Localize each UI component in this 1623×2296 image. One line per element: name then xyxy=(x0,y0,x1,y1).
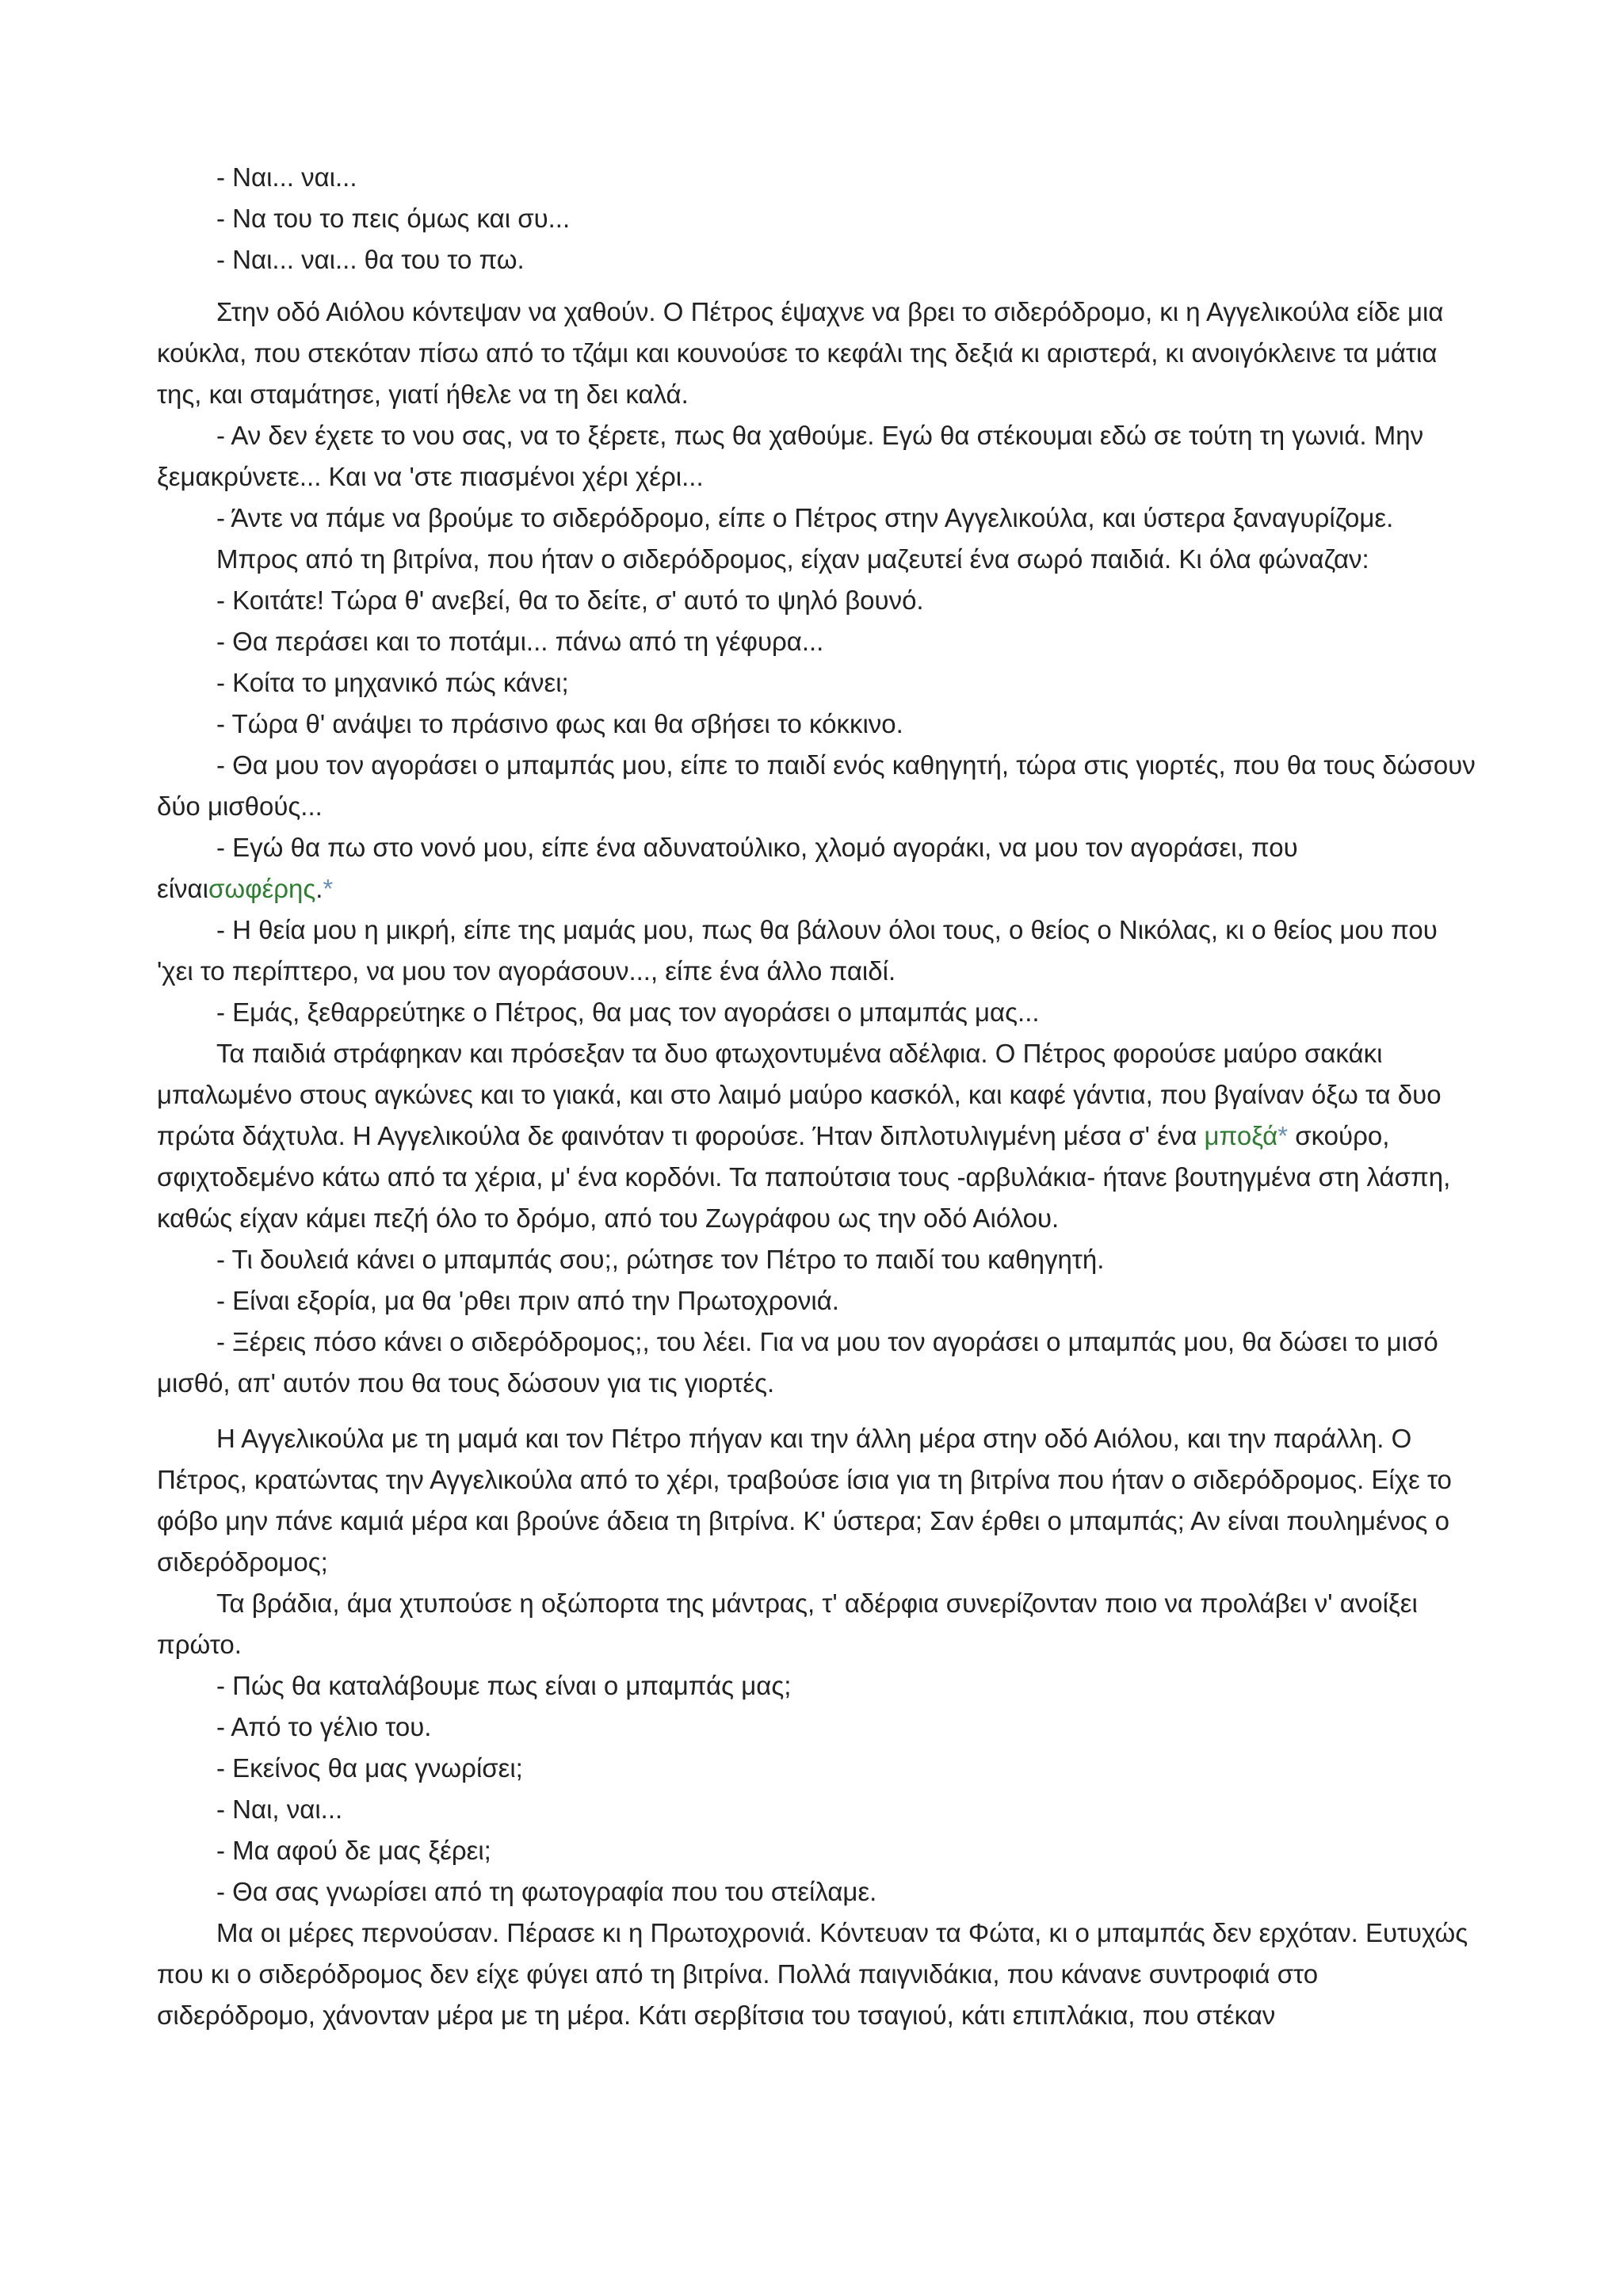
footnote-asterisk[interactable]: * xyxy=(1277,1121,1289,1150)
paragraph-gap xyxy=(157,280,1480,292)
dialogue-line: - Μα αφού δε μας ξέρει; xyxy=(216,1836,491,1865)
text-run: Τα παιδιά στράφηκαν και πρόσεξαν τα δυο φτωχοντυμένα αδέλφια. Ο Πέτρος φορούσε μαύρο σακάκι μπαλωμένο στους αγκώνες και το γιακά, και στο λαιμό μαύρο κασκόλ, και καφέ γάντια, που βγαίναν όξω τα δυο πρώτα δάχτυλα. Η Αγγελικούλα δε φαινόταν τι φορούσε. Ήταν διπλοτυλιγμένη μέσα σ' ένα xyxy=(157,1039,1442,1150)
dialogue-line: - Τώρα θ' ανάψει το πράσινο φως και θα σβήσει το κόκκινο. xyxy=(216,709,903,738)
paragraph: Στην οδό Αιόλου κόντεψαν να χαθούν. Ο Πέτρος έψαχνε να βρει το σιδερόδρομο, κι η Αγγελικούλα είδε μια κούκλα, που στεκόταν πίσω από το τζάμι και κουνούσε το κεφάλι της δεξιά κι αριστερά, κι ανοιγόκλεινε τα μάτια της, και σταμάτησε, γιατί ήθελε να τη δει καλά. xyxy=(157,297,1444,409)
dialogue-top xyxy=(157,157,1480,280)
dialogue-line: - Εκείνος θα μας γνωρίσει; xyxy=(216,1753,523,1783)
dialogue-line: - Είναι εξορία, μα θα 'ρθει πριν από την Πρωτοχρονιά. xyxy=(216,1286,839,1315)
paragraph: - Θα μου τον αγοράσει ο μπαμπάς μου, είπε το παιδί ενός καθηγητή, τώρα στις γιορτές, που θα τους δώσουν δύο μισθούς... xyxy=(157,750,1476,821)
paragraph-mpoza xyxy=(157,1033,1480,1239)
text-run: - Εγώ θα πω στο νονό μου, είπε ένα αδυνατούλικο, χλομό αγοράκι, να μου τον αγοράσει, που είναι xyxy=(157,833,1298,903)
glossary-link-sofferis[interactable]: σωφέρης xyxy=(208,874,316,903)
text-run: . xyxy=(315,874,323,903)
dialogue-line: - Ναι, ναι... xyxy=(216,1794,343,1824)
dialogue-line: - Ναι... ναι... xyxy=(216,162,357,192)
text-run: σκούρο, σφιχτοδεμένο κάτω από τα χέρια, μ' ένα κορδόνι. Τα παπούτσια τους -αρβυλάκια- ήτανε βουτηγμένα στη λάσπη, καθώς είχαν κάμει πεζή όλο το δρόμο, από του Ζωγράφου ως την οδό Αιόλου. xyxy=(157,1121,1451,1233)
footnote-asterisk[interactable]: * xyxy=(323,874,334,903)
paragraph: - Η θεία μου η μικρή, είπε της μαμάς μου, πως θα βάλουν όλοι τους, ο θείος ο Νικόλας, κι ο θείος μου που 'χει το περίπτερο, να μου τον αγοράσουν..., είπε ένα άλλο παιδί. xyxy=(157,915,1438,986)
dialogue-line: - Θα περάσει και το ποτάμι... πάνω από τη γέφυρα... xyxy=(216,627,824,656)
dialogue-line: - Κοίτα το μηχανικό πώς κάνει; xyxy=(216,668,569,697)
dialogue-line: - Πώς θα καταλάβουμε πως είναι ο μπαμπάς μας; xyxy=(216,1671,792,1700)
paragraph: - Αν δεν έχετε το νου σας, να το ξέρετε, πως θα χαθούμε. Εγώ θα στέκουμαι εδώ σε τούτη τη γωνιά. Μην ξεμακρύνετε... Και να 'στε πιασμένοι χέρι χέρι... xyxy=(157,421,1424,491)
paragraph: Μα οι μέρες περνούσαν. Πέρασε κι η Πρωτοχρονιά. Κόντευαν τα Φώτα, κι ο μπαμπάς δεν ερχόταν. Ευτυχώς που κι ο σιδερόδρομος δεν είχε φύγει από τη βιτρίνα. Πολλά παιγνιδάκια, που κάνανε συντροφιά στο σιδερόδρομο, χάνονταν μέρα με τη μέρα. Κάτι σερβίτσια του τσαγιού, κάτι επιπλάκια, που στέκαν xyxy=(157,1918,1468,2030)
paragraph: - Ξέρεις πόσο κάνει ο σιδερόδρομος;, του λέει. Για να μου τον αγοράσει ο μπαμπάς μου, θα δώσει το μισό μισθό, απ' αυτόν που θα τους δώσουν για τις γιορτές. xyxy=(157,1327,1438,1398)
dialogue-line: - Τι δουλειά κάνει ο μπαμπάς σου;, ρώτησε τον Πέτρο το παιδί του καθηγητή. xyxy=(216,1245,1105,1274)
paragraph: Μπρος από τη βιτρίνα, που ήταν ο σιδερόδρομος, είχαν μαζευτεί ένα σωρό παιδιά. Κι όλα φώναζαν: xyxy=(216,544,1369,574)
paragraph: Η Αγγελικούλα με τη μαμά και τον Πέτρο πήγαν και την άλλη μέρα στην οδό Αιόλου, και την παράλλη. Ο Πέτρος, κρατώντας την Αγγελικούλα από το χέρι, τραβούσε ίσια για τη βιτρίνα που ήταν ο σιδερόδρομος. Είχε το φόβο μην πάνε καμιά μέρα και βρούνε άδεια τη βιτρίνα. Κ' ύστερα; Σαν έρθει ο μπαμπάς; Αν είναι πουλημένος ο σιδερόδρομος; xyxy=(157,1424,1452,1577)
dialogue-line: - Κοιτάτε! Τώρα θ' ανεβεί, θα το δείτε, σ' αυτό το ψηλό βουνό. xyxy=(216,585,924,615)
dialogue-line: - Ναι... ναι... θα του το πω. xyxy=(216,245,525,274)
dialogue-line: - Εμάς, ξεθαρρεύτηκε ο Πέτρος, θα μας τον αγοράσει ο μπαμπάς μας... xyxy=(216,997,1040,1027)
paragraph-sofferis xyxy=(157,827,1480,910)
dialogue-line: - Θα σας γνωρίσει από τη φωτογραφία που του στείλαμε. xyxy=(216,1877,877,1906)
glossary-link-mpoza[interactable]: μποξά xyxy=(1204,1121,1278,1150)
paragraph: Τα βράδια, άμα χτυπούσε η οξώπορτα της μάντρας, τ' αδέρφια συνερίζονταν ποιο να προλάβει ν' ανοίξει πρώτο. xyxy=(157,1589,1418,1659)
dialogue-line: - Από το γέλιο του. xyxy=(216,1712,432,1741)
story-text xyxy=(157,157,1480,2036)
paragraph-gap xyxy=(157,1404,1480,1418)
dialogue-line: - Να του το πεις όμως και συ... xyxy=(216,204,571,233)
paragraph: - Άντε να πάμε να βρούμε το σιδερόδρομο, είπε ο Πέτρος στην Αγγελικούλα, και ύστερα ξαναγυρίζομε. xyxy=(216,503,1394,532)
